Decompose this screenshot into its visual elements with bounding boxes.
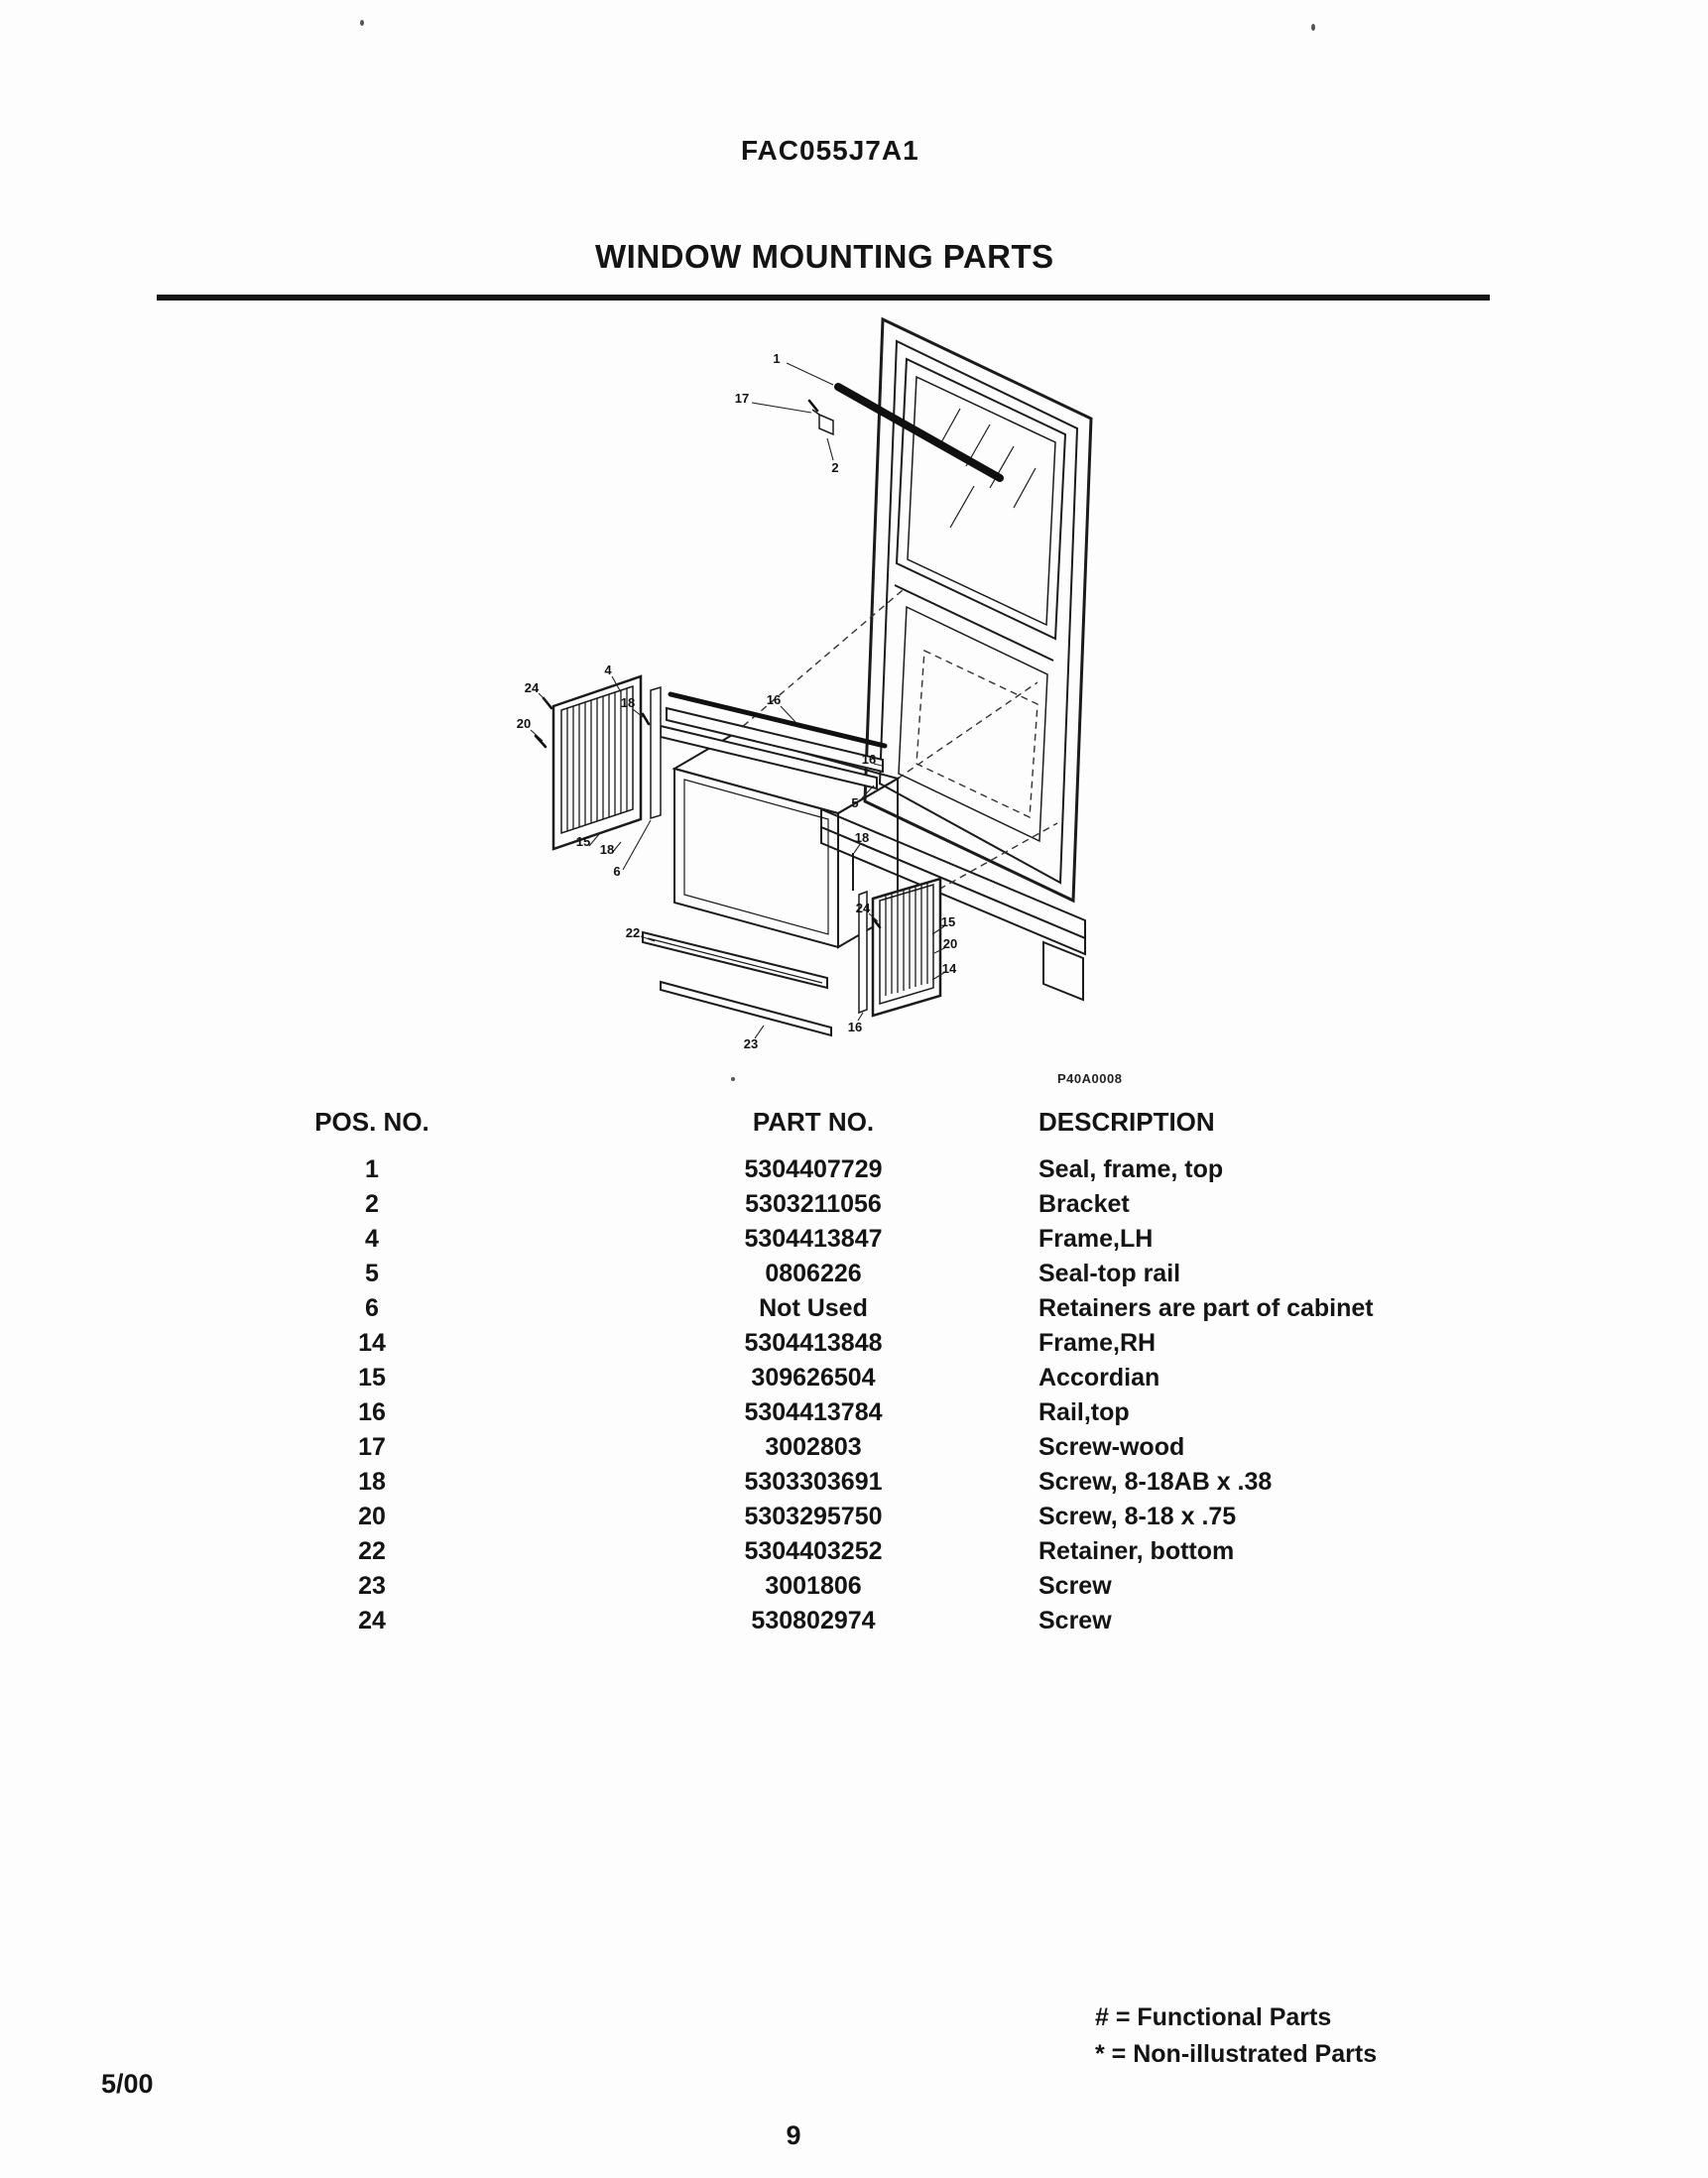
cell-desc: Screw, 8-18AB x .38	[1038, 1468, 1273, 1496]
callout-label: 16	[847, 1020, 863, 1034]
callout-label: 23	[743, 1036, 759, 1051]
cell-part: 309626504	[751, 1364, 876, 1392]
table-row	[0, 1465, 1708, 1500]
column-header-pos: POS. NO.	[314, 1107, 429, 1137]
cell-pos: 4	[365, 1225, 379, 1253]
right-accordion-panel	[873, 879, 940, 1016]
cell-pos: 18	[358, 1468, 386, 1496]
cell-part: Not Used	[759, 1294, 868, 1322]
model-number: FAC055J7A1	[741, 135, 919, 166]
table-row	[0, 1430, 1708, 1465]
table-row	[0, 1152, 1708, 1187]
cell-desc: Accordian	[1038, 1364, 1160, 1392]
callout-label: 18	[854, 830, 870, 845]
scan-artifact	[360, 20, 364, 26]
cell-desc: Screw	[1038, 1572, 1112, 1600]
cell-pos: 5	[365, 1260, 379, 1287]
cell-desc: Screw, 8-18 x .75	[1038, 1503, 1237, 1530]
cell-part: 530802974	[751, 1607, 876, 1634]
callout-label: 4	[604, 663, 612, 677]
footnotes	[1095, 1999, 1377, 2073]
callout-label: 16	[766, 692, 782, 707]
callout-label: 18	[599, 842, 615, 857]
cell-desc: Rail,top	[1038, 1398, 1130, 1426]
table-row	[0, 1361, 1708, 1395]
table-row	[0, 1569, 1708, 1604]
cell-part: 5303211056	[745, 1190, 882, 1218]
cell-part: 5303295750	[744, 1503, 883, 1530]
cell-pos: 17	[358, 1433, 386, 1461]
scan-artifact	[1311, 24, 1315, 31]
table-row	[0, 1257, 1708, 1291]
bottom-retainer	[643, 932, 827, 988]
callout-label: 18	[620, 695, 636, 710]
table-row	[0, 1395, 1708, 1430]
callout-label: 5	[851, 795, 859, 810]
cell-desc: Retainers are part of cabinet	[1038, 1294, 1374, 1322]
table-row	[0, 1222, 1708, 1257]
parts-table	[0, 1107, 1708, 1638]
cell-pos: 20	[358, 1503, 386, 1530]
cell-desc: Seal, frame, top	[1038, 1155, 1224, 1183]
callout-label: 24	[524, 680, 540, 695]
scan-artifact	[731, 1077, 735, 1081]
table-row	[0, 1326, 1708, 1361]
cell-part: 3002803	[765, 1433, 862, 1461]
cell-desc: Bracket	[1038, 1190, 1130, 1218]
left-retainer-strip	[651, 687, 661, 818]
figure-code: P40A0008	[1057, 1071, 1123, 1086]
cell-pos: 6	[365, 1294, 379, 1322]
cell-desc: Frame,RH	[1038, 1329, 1157, 1357]
table-row	[0, 1604, 1708, 1638]
table-header	[0, 1107, 1708, 1152]
page-number: 9	[786, 2120, 801, 2150]
column-header-part: PART NO.	[752, 1107, 875, 1137]
top-frame-seal	[838, 387, 1000, 478]
callout-label: 16	[861, 752, 877, 767]
cell-pos: 14	[358, 1329, 386, 1357]
cell-part: 0806226	[765, 1260, 862, 1287]
cell-part: 5304413784	[744, 1398, 883, 1426]
cell-part: 5304407729	[744, 1155, 883, 1183]
cell-pos: 24	[358, 1607, 386, 1634]
cell-pos: 2	[365, 1190, 379, 1218]
callout-label: 17	[734, 391, 750, 406]
cell-pos: 23	[358, 1572, 386, 1600]
cell-part: 5304413847	[744, 1225, 883, 1253]
page-title: WINDOW MOUNTING PARTS	[595, 238, 1054, 275]
callout-label: 1	[773, 351, 781, 366]
cell-pos: 15	[358, 1364, 386, 1392]
callout-label: 22	[625, 925, 641, 940]
callout-label: 20	[942, 936, 958, 951]
table-row	[0, 1291, 1708, 1326]
exploded-diagram	[486, 298, 1160, 1071]
date-code: 5/00	[101, 2069, 154, 2099]
cell-desc: Screw	[1038, 1607, 1112, 1634]
callout-label: 6	[613, 864, 621, 879]
cell-pos: 1	[365, 1155, 379, 1183]
callout-label: 20	[516, 716, 532, 731]
callout-label: 14	[941, 961, 957, 976]
cell-desc: Retainer, bottom	[1038, 1537, 1235, 1565]
cell-desc: Seal-top rail	[1038, 1260, 1181, 1287]
cell-desc: Screw-wood	[1038, 1433, 1185, 1461]
bottom-rail	[661, 982, 831, 1035]
footnote-non-illustrated-parts: * = Non-illustrated Parts	[1095, 2040, 1378, 2068]
cell-part: 5304403252	[744, 1537, 883, 1565]
cell-part: 5304413848	[744, 1329, 883, 1357]
callout-label: 15	[940, 914, 956, 929]
callout-label: 15	[575, 834, 591, 849]
table-row	[0, 1534, 1708, 1569]
cell-pos: 16	[358, 1398, 386, 1426]
bracket	[809, 401, 833, 434]
callout-label: 24	[855, 901, 871, 915]
cell-pos: 22	[358, 1537, 386, 1565]
cell-part: 5303303691	[744, 1468, 883, 1496]
cell-desc: Frame,LH	[1038, 1225, 1154, 1253]
table-row	[0, 1187, 1708, 1222]
callout-label: 2	[831, 460, 839, 475]
cell-part: 3001806	[765, 1572, 862, 1600]
footnote-functional-parts: # = Functional Parts	[1095, 2003, 1332, 2031]
table-row	[0, 1500, 1708, 1534]
column-header-desc: DESCRIPTION	[1038, 1107, 1215, 1137]
